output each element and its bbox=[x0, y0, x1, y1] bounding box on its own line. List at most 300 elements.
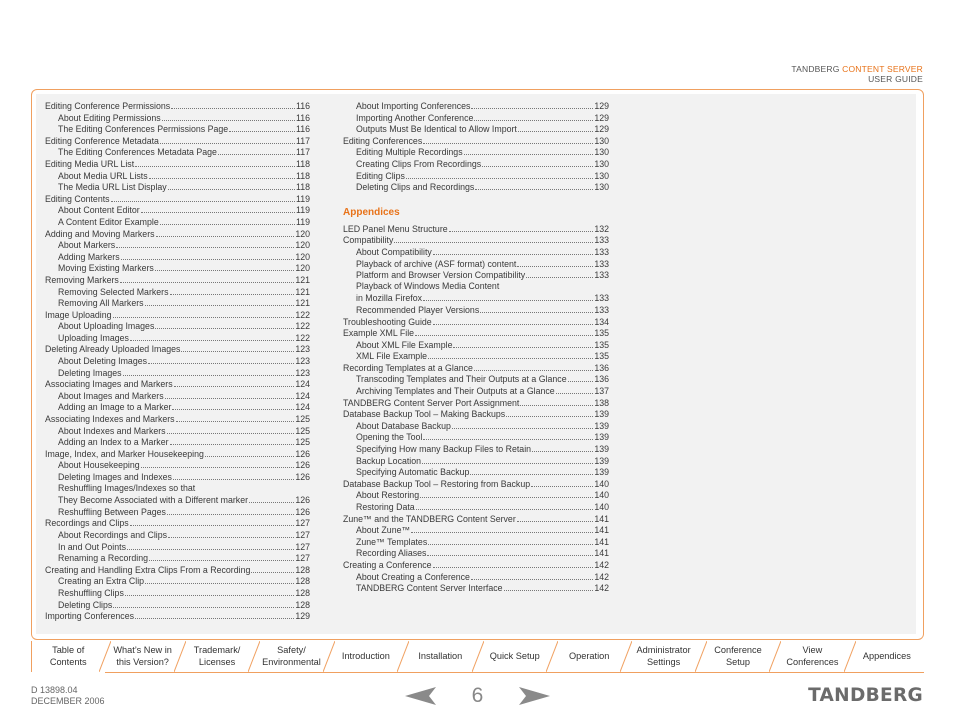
dot-leader bbox=[155, 320, 294, 329]
toc-entry[interactable] bbox=[45, 309, 310, 321]
toc-entry[interactable] bbox=[343, 223, 609, 235]
dot-leader bbox=[160, 216, 295, 225]
toc-subentry[interactable] bbox=[45, 436, 310, 448]
dot-leader bbox=[394, 234, 593, 243]
toc-entry[interactable] bbox=[343, 234, 609, 246]
toc-entry-title: Deleting Already Uploaded Images bbox=[45, 344, 181, 355]
toc-entry-title: Restoring Data bbox=[356, 502, 415, 512]
toc-subentry[interactable] bbox=[343, 431, 609, 443]
dot-leader bbox=[482, 158, 593, 167]
toc-subentry[interactable] bbox=[343, 501, 609, 513]
dot-leader bbox=[423, 292, 593, 301]
toc-subentry[interactable] bbox=[45, 239, 310, 251]
dot-leader bbox=[475, 181, 593, 190]
toc-entry-title: Opening the Tool bbox=[356, 432, 423, 443]
toc-subentry[interactable] bbox=[343, 158, 609, 170]
toc-entry[interactable] bbox=[45, 413, 310, 425]
toc-entry[interactable] bbox=[343, 316, 609, 328]
toc-entry[interactable] bbox=[45, 448, 310, 460]
toc-subentry[interactable] bbox=[45, 599, 310, 611]
toc-page-number: 117 bbox=[295, 135, 310, 146]
toc-entry-title: In and Out Points bbox=[58, 541, 126, 552]
toc-entry-title: Editing Multiple Recordings bbox=[356, 147, 463, 158]
toc-subentry[interactable] bbox=[45, 216, 310, 228]
toc-subentry[interactable] bbox=[45, 541, 310, 553]
toc-entry-title: Associating Indexes and Markers bbox=[45, 414, 175, 425]
dot-leader bbox=[229, 123, 295, 132]
dot-leader bbox=[411, 524, 593, 533]
dot-leader bbox=[517, 513, 594, 522]
toc-entry[interactable] bbox=[45, 274, 310, 286]
tab-safety-environmental[interactable] bbox=[254, 641, 328, 672]
toc-entry-title: Recording Aliases bbox=[356, 548, 427, 559]
tab-label: Installation bbox=[418, 650, 463, 661]
document-id bbox=[31, 685, 105, 707]
toc-entry[interactable] bbox=[343, 513, 609, 525]
toc-entry-title: Creating an Extra Clip bbox=[58, 576, 145, 587]
dot-leader bbox=[113, 309, 295, 318]
dot-leader bbox=[453, 339, 593, 348]
toc-subentry[interactable] bbox=[343, 350, 609, 362]
toc-page-number: 133 bbox=[594, 304, 609, 315]
toc-page-number: 139 bbox=[594, 409, 609, 420]
toc-page-number: 121 bbox=[295, 274, 310, 285]
toc-entry-title: About Images and Markers bbox=[58, 390, 164, 401]
dot-leader bbox=[526, 269, 593, 278]
toc-subentry[interactable] bbox=[343, 443, 609, 455]
dot-leader bbox=[160, 135, 295, 144]
toc-entry-title: Reshuffling Clips bbox=[58, 587, 124, 598]
toc-subentry[interactable] bbox=[45, 286, 310, 298]
tab-conference-setup[interactable] bbox=[701, 641, 775, 672]
toc-page-number: 142 bbox=[594, 559, 609, 570]
product-name: CONTENT SERVER bbox=[842, 64, 923, 74]
toc-entry-title: Removing Selected Markers bbox=[58, 286, 169, 297]
dot-leader bbox=[480, 304, 593, 313]
toc-entry[interactable] bbox=[45, 610, 310, 622]
toc-page-number: 127 bbox=[295, 553, 310, 564]
toc-entry-title: TANDBERG Content Server Port Assignment bbox=[343, 397, 520, 408]
toc-page-number: 130 bbox=[594, 158, 609, 169]
toc-subentry[interactable] bbox=[45, 552, 310, 564]
toc-subentry[interactable] bbox=[343, 146, 609, 158]
dot-leader bbox=[135, 610, 294, 619]
toc-subentry[interactable] bbox=[45, 181, 310, 193]
toc-page-number: 127 bbox=[295, 518, 310, 529]
toc-entry-title: They Become Associated with a Different marker bbox=[58, 495, 249, 506]
toc-entry-title: Editing Conference Permissions bbox=[45, 101, 171, 111]
toc-subentry[interactable] bbox=[45, 262, 310, 274]
dot-leader bbox=[149, 170, 295, 179]
toc-subentry[interactable] bbox=[45, 401, 310, 413]
toc-subentry[interactable] bbox=[45, 494, 310, 506]
toc-page-number: 123 bbox=[295, 356, 310, 367]
toc-page-number: 120 bbox=[295, 263, 310, 274]
toc-entry-title: About XML File Example bbox=[356, 339, 453, 350]
toc-page-number: 124 bbox=[295, 390, 310, 401]
toc-page-number: 128 bbox=[295, 564, 310, 575]
tab-label: Quick Setup bbox=[489, 650, 540, 661]
tab-introduction[interactable] bbox=[329, 641, 403, 672]
tab-operation[interactable] bbox=[552, 641, 626, 672]
dot-leader bbox=[249, 494, 294, 503]
toc-page-number: 126 bbox=[295, 460, 310, 471]
toc-entry[interactable] bbox=[343, 362, 609, 374]
toc-page-number: 129 bbox=[594, 124, 609, 135]
tab-installation[interactable] bbox=[403, 641, 477, 672]
toc-entry-title: About Recordings and Clips bbox=[58, 529, 168, 540]
toc-subentry[interactable] bbox=[343, 571, 609, 583]
toc-page-number: 139 bbox=[594, 444, 609, 455]
dot-leader bbox=[470, 466, 593, 475]
toc-entry[interactable] bbox=[343, 559, 609, 571]
bottom-tab-bar bbox=[31, 641, 924, 672]
toc-page-number: 140 bbox=[594, 502, 609, 512]
tab-table-of-contents[interactable] bbox=[31, 641, 105, 672]
toc-entry[interactable] bbox=[45, 228, 310, 240]
dot-leader bbox=[176, 413, 295, 422]
toc-subentry[interactable] bbox=[45, 112, 310, 124]
toc-entry-title: Specifying How many Backup Files to Retain bbox=[356, 444, 532, 455]
tab-label: View Conferences bbox=[786, 645, 839, 667]
toc-page-number: 141 bbox=[594, 536, 609, 547]
dot-leader bbox=[155, 262, 294, 271]
toc-subentry[interactable] bbox=[343, 466, 609, 478]
dot-leader bbox=[471, 571, 593, 580]
toc-entry-title: About Markers bbox=[58, 240, 116, 251]
toc-entry-title: About Deleting Images bbox=[58, 356, 147, 367]
toc-page-number: 119 bbox=[295, 216, 310, 227]
toc-page-number: 116 bbox=[295, 101, 310, 111]
toc-entry-title: The Editing Conferences Metadata Page bbox=[58, 147, 217, 158]
dot-leader bbox=[162, 112, 295, 121]
tab-trademark-licenses[interactable] bbox=[180, 641, 254, 672]
tab-label: What’s New in this Version? bbox=[113, 645, 172, 667]
dot-leader bbox=[141, 204, 295, 213]
toc-page-number: 133 bbox=[594, 258, 609, 269]
tab-label: Trademark/ Licenses bbox=[193, 645, 241, 667]
toc-page-number: 142 bbox=[594, 583, 609, 594]
toc-entry-title: Adding Markers bbox=[58, 251, 120, 262]
toc-subentry[interactable] bbox=[343, 123, 609, 135]
toc-page-number: 135 bbox=[594, 351, 609, 362]
toc-page-number: 119 bbox=[295, 205, 310, 216]
toc-entry[interactable] bbox=[343, 135, 609, 147]
toc-page-number: 128 bbox=[295, 599, 310, 610]
toc-column-left bbox=[45, 100, 310, 622]
toc-subentry[interactable] bbox=[45, 390, 310, 402]
toc-subentry[interactable] bbox=[45, 425, 310, 437]
toc-entry-title: Backup Location bbox=[356, 455, 422, 466]
toc-entry[interactable] bbox=[45, 378, 310, 390]
tab-quick-setup[interactable] bbox=[478, 641, 552, 672]
toc-subentry[interactable] bbox=[343, 258, 609, 270]
toc-entry[interactable] bbox=[45, 343, 310, 355]
dot-leader bbox=[167, 425, 295, 434]
toc-subentry[interactable] bbox=[343, 489, 609, 501]
dot-leader bbox=[156, 228, 295, 237]
toc-entry-title: Editing Contents bbox=[45, 193, 110, 204]
dot-leader bbox=[251, 564, 294, 573]
tab-what-s-new-in-this-version[interactable] bbox=[105, 641, 179, 672]
toc-entry-title: About Compatibility bbox=[356, 246, 432, 257]
toc-entry-title: About Indexes and Markers bbox=[58, 425, 166, 436]
toc-page-number: 122 bbox=[295, 321, 310, 332]
dot-leader bbox=[423, 135, 593, 144]
toc-page-number: 130 bbox=[594, 147, 609, 158]
toc-entry-title: Editing Conferences bbox=[343, 135, 423, 146]
toc-page-number: 118 bbox=[295, 182, 310, 193]
toc-entry[interactable] bbox=[45, 564, 310, 576]
toc-entry-title: Compatibility bbox=[343, 235, 394, 246]
toc-page-number: 142 bbox=[594, 571, 609, 582]
toc-subentry[interactable] bbox=[45, 483, 310, 495]
appendices-heading: Appendices bbox=[343, 206, 400, 218]
doc-number: D 13898.04 bbox=[31, 685, 78, 695]
dot-leader bbox=[506, 408, 593, 417]
toc-entry-title: The Editing Conferences Permissions Page bbox=[58, 124, 229, 135]
toc-page-number: 124 bbox=[295, 379, 310, 390]
toc-subentry[interactable] bbox=[343, 246, 609, 258]
toc-subentry[interactable] bbox=[45, 529, 310, 541]
toc-entry[interactable] bbox=[45, 193, 310, 205]
toc-entry-title: About Importing Conferences bbox=[356, 101, 471, 111]
tab-label: Appendices bbox=[862, 650, 911, 661]
toc-entry[interactable] bbox=[343, 327, 609, 339]
toc-entry[interactable] bbox=[343, 408, 609, 420]
toc-entry[interactable] bbox=[343, 478, 609, 490]
dot-leader bbox=[145, 575, 294, 584]
toc-subentry[interactable] bbox=[45, 471, 310, 483]
dot-leader bbox=[428, 350, 593, 359]
header-brand bbox=[791, 64, 923, 84]
toc-page-number: 126 bbox=[295, 495, 310, 506]
toc-subentry[interactable] bbox=[343, 339, 609, 351]
toc-page-number: 126 bbox=[295, 506, 310, 517]
dot-leader bbox=[568, 373, 594, 382]
tab-label: Administrator Settings bbox=[636, 645, 691, 667]
toc-page-number: 139 bbox=[594, 420, 609, 431]
toc-entry-title: About Database Backup bbox=[356, 420, 451, 431]
toc-subentry[interactable] bbox=[343, 112, 609, 124]
dot-leader bbox=[116, 239, 294, 248]
toc-entry-title: Removing All Markers bbox=[58, 298, 144, 309]
toc-page-number: 122 bbox=[295, 332, 310, 343]
page-navigation bbox=[405, 684, 550, 708]
toc-page-number: 130 bbox=[594, 182, 609, 193]
tab-administrator-settings[interactable] bbox=[626, 641, 700, 672]
toc-subentry[interactable] bbox=[45, 575, 310, 587]
dot-leader bbox=[449, 223, 594, 232]
dot-leader bbox=[173, 471, 294, 480]
dot-leader bbox=[504, 582, 594, 591]
toc-subentry[interactable] bbox=[343, 536, 609, 548]
toc-entry-title: Adding and Moving Markers bbox=[45, 228, 155, 239]
toc-page-number: 129 bbox=[295, 611, 310, 622]
toc-entry[interactable] bbox=[45, 158, 310, 170]
dot-leader bbox=[123, 367, 295, 376]
toc-page-number: 130 bbox=[594, 135, 609, 146]
toc-entry[interactable] bbox=[45, 517, 310, 529]
toc-page-number: 141 bbox=[594, 513, 609, 524]
dot-leader bbox=[141, 459, 295, 468]
tab-appendices[interactable] bbox=[850, 641, 924, 672]
toc-subentry[interactable] bbox=[343, 547, 609, 559]
toc-subentry[interactable] bbox=[45, 170, 310, 182]
toc-page-number: 139 bbox=[594, 455, 609, 466]
toc-entry-title: About Creating a Conference bbox=[356, 571, 470, 582]
toc-subentry[interactable] bbox=[343, 170, 609, 182]
toc-subentry[interactable] bbox=[343, 385, 609, 397]
toc-entry-title: TANDBERG Content Server Interface bbox=[356, 583, 503, 594]
dot-leader bbox=[148, 355, 294, 364]
dot-leader bbox=[416, 501, 594, 510]
toc-subentry[interactable] bbox=[45, 297, 310, 309]
toc-entry-title: Editing Conference Metadata bbox=[45, 135, 159, 146]
toc-entry-title: About Content Editor bbox=[58, 205, 140, 216]
toc-entry-title: About Restoring bbox=[356, 490, 420, 501]
tab-view-conferences[interactable] bbox=[775, 641, 849, 672]
dot-leader bbox=[420, 489, 593, 498]
toc-page-number: 124 bbox=[295, 402, 310, 413]
toc-subentry[interactable] bbox=[343, 582, 609, 594]
tab-label: Table of Contents bbox=[49, 645, 87, 667]
dot-leader bbox=[218, 146, 295, 155]
toc-entry-title: XML File Example bbox=[356, 351, 428, 362]
toc-entry-title: About Zune™ bbox=[356, 525, 411, 536]
toc-entry[interactable] bbox=[45, 100, 310, 112]
toc-subentry[interactable] bbox=[45, 146, 310, 158]
toc-page-number: 123 bbox=[295, 367, 310, 378]
toc-entry-title: Creating a Conference bbox=[343, 559, 432, 570]
toc-column-right bbox=[343, 100, 609, 594]
toc-subentry[interactable] bbox=[343, 304, 609, 316]
toc-subentry[interactable] bbox=[45, 506, 310, 518]
toc-entry-title: A Content Editor Example bbox=[58, 216, 159, 227]
toc-entry-title: Creating and Handling Extra Clips From a Recording bbox=[45, 564, 251, 575]
toc-subentry[interactable] bbox=[45, 320, 310, 332]
toc-entry-title: Deleting Clips bbox=[58, 599, 113, 610]
dot-leader bbox=[167, 506, 294, 515]
toc-subentry[interactable] bbox=[343, 269, 609, 281]
toc-page-number: 136 bbox=[594, 362, 609, 373]
toc-entry-title: Recording Templates at a Glance bbox=[343, 362, 473, 373]
dot-leader bbox=[181, 343, 294, 352]
toc-page-number: 116 bbox=[295, 124, 310, 135]
dot-leader bbox=[127, 541, 294, 550]
toc-entry-title: Archiving Templates and Their Outputs at a Glance bbox=[356, 386, 555, 397]
toc-subentry[interactable] bbox=[343, 100, 609, 112]
dot-leader bbox=[168, 181, 295, 190]
toc-page-number: 123 bbox=[295, 344, 310, 355]
toc-page-number: 120 bbox=[295, 251, 310, 262]
toc-subentry[interactable] bbox=[45, 459, 310, 471]
dot-leader bbox=[406, 170, 593, 179]
toc-page-number: 127 bbox=[295, 541, 310, 552]
dot-leader bbox=[532, 443, 593, 452]
tab-label: Operation bbox=[568, 650, 610, 661]
toc-subentry[interactable] bbox=[343, 455, 609, 467]
toc-entry-title: Recordings and Clips bbox=[45, 518, 129, 529]
dot-leader bbox=[130, 332, 294, 341]
dot-leader bbox=[171, 100, 295, 109]
toc-subentry[interactable] bbox=[45, 587, 310, 599]
toc-subentry[interactable] bbox=[343, 373, 609, 385]
toc-subentry[interactable] bbox=[45, 204, 310, 216]
toc-entry-title: Recommended Player Versions bbox=[356, 304, 480, 315]
toc-entry-title: Image, Index, and Marker Housekeeping bbox=[45, 448, 204, 459]
toc-subentry[interactable] bbox=[343, 281, 609, 293]
toc-entry-title: Troubleshooting Guide bbox=[343, 316, 432, 327]
toc-entry-title: Transcoding Templates and Their Outputs at a Glance bbox=[356, 374, 567, 385]
toc-entry-title: About Editing Permissions bbox=[58, 112, 161, 123]
toc-page-number: 139 bbox=[594, 432, 609, 443]
dot-leader bbox=[415, 327, 593, 336]
toc-subentry[interactable] bbox=[45, 332, 310, 344]
toc-entry-title: About Media URL Lists bbox=[58, 170, 148, 181]
dot-leader bbox=[125, 587, 294, 596]
dot-leader bbox=[433, 559, 594, 568]
toc-subentry[interactable] bbox=[45, 251, 310, 263]
toc-subentry[interactable] bbox=[343, 524, 609, 536]
brand-name: TANDBERG bbox=[791, 64, 840, 74]
toc-entry[interactable] bbox=[343, 397, 609, 409]
dot-leader bbox=[428, 536, 593, 545]
toc-page-number: 141 bbox=[594, 525, 609, 536]
toc-subentry[interactable] bbox=[45, 367, 310, 379]
dot-leader bbox=[518, 123, 593, 132]
toc-entry-title: in Mozilla Firefox bbox=[356, 293, 422, 304]
toc-subentry[interactable] bbox=[45, 355, 310, 367]
toc-entry-title: Editing Clips bbox=[356, 170, 405, 181]
page-number: 6 bbox=[471, 684, 484, 707]
toc-page-number: 141 bbox=[594, 548, 609, 559]
toc-entry[interactable] bbox=[45, 135, 310, 147]
toc-page-number: 125 bbox=[295, 414, 310, 425]
dot-leader bbox=[423, 431, 593, 440]
toc-page-number: 137 bbox=[594, 386, 609, 397]
toc-entry-title: Renaming a Recording bbox=[58, 553, 148, 564]
next-page-arrow-icon[interactable] bbox=[519, 687, 550, 705]
toc-page-number: 121 bbox=[295, 298, 310, 309]
dot-leader bbox=[531, 478, 593, 487]
toc-page-number: 127 bbox=[295, 529, 310, 540]
toc-subentry[interactable] bbox=[343, 292, 609, 304]
dot-leader bbox=[165, 390, 295, 399]
toc-page-number: 140 bbox=[594, 478, 609, 489]
toc-page-number: 122 bbox=[295, 309, 310, 320]
toc-page-number: 133 bbox=[594, 270, 609, 281]
toc-subentry[interactable] bbox=[343, 181, 609, 193]
toc-entry-title: Creating Clips From Recordings bbox=[356, 158, 482, 169]
dot-leader bbox=[168, 529, 294, 538]
toc-page-number: 130 bbox=[594, 170, 609, 181]
dot-leader bbox=[205, 448, 294, 457]
toc-entry-title: About Housekeeping bbox=[58, 460, 140, 471]
dot-leader bbox=[452, 420, 593, 429]
toc-page-number: 140 bbox=[594, 490, 609, 501]
dot-leader bbox=[433, 246, 594, 255]
toc-entry-title: Database Backup Tool – Restoring from Backup bbox=[343, 478, 531, 489]
toc-page-number: 132 bbox=[594, 223, 609, 234]
toc-page-number: 119 bbox=[295, 193, 310, 204]
toc-page-number: 129 bbox=[594, 112, 609, 123]
dot-leader bbox=[170, 436, 295, 445]
toc-subentry[interactable] bbox=[45, 123, 310, 135]
toc-subentry[interactable] bbox=[343, 420, 609, 432]
toc-page-number: 136 bbox=[594, 374, 609, 385]
dot-leader bbox=[174, 378, 295, 387]
